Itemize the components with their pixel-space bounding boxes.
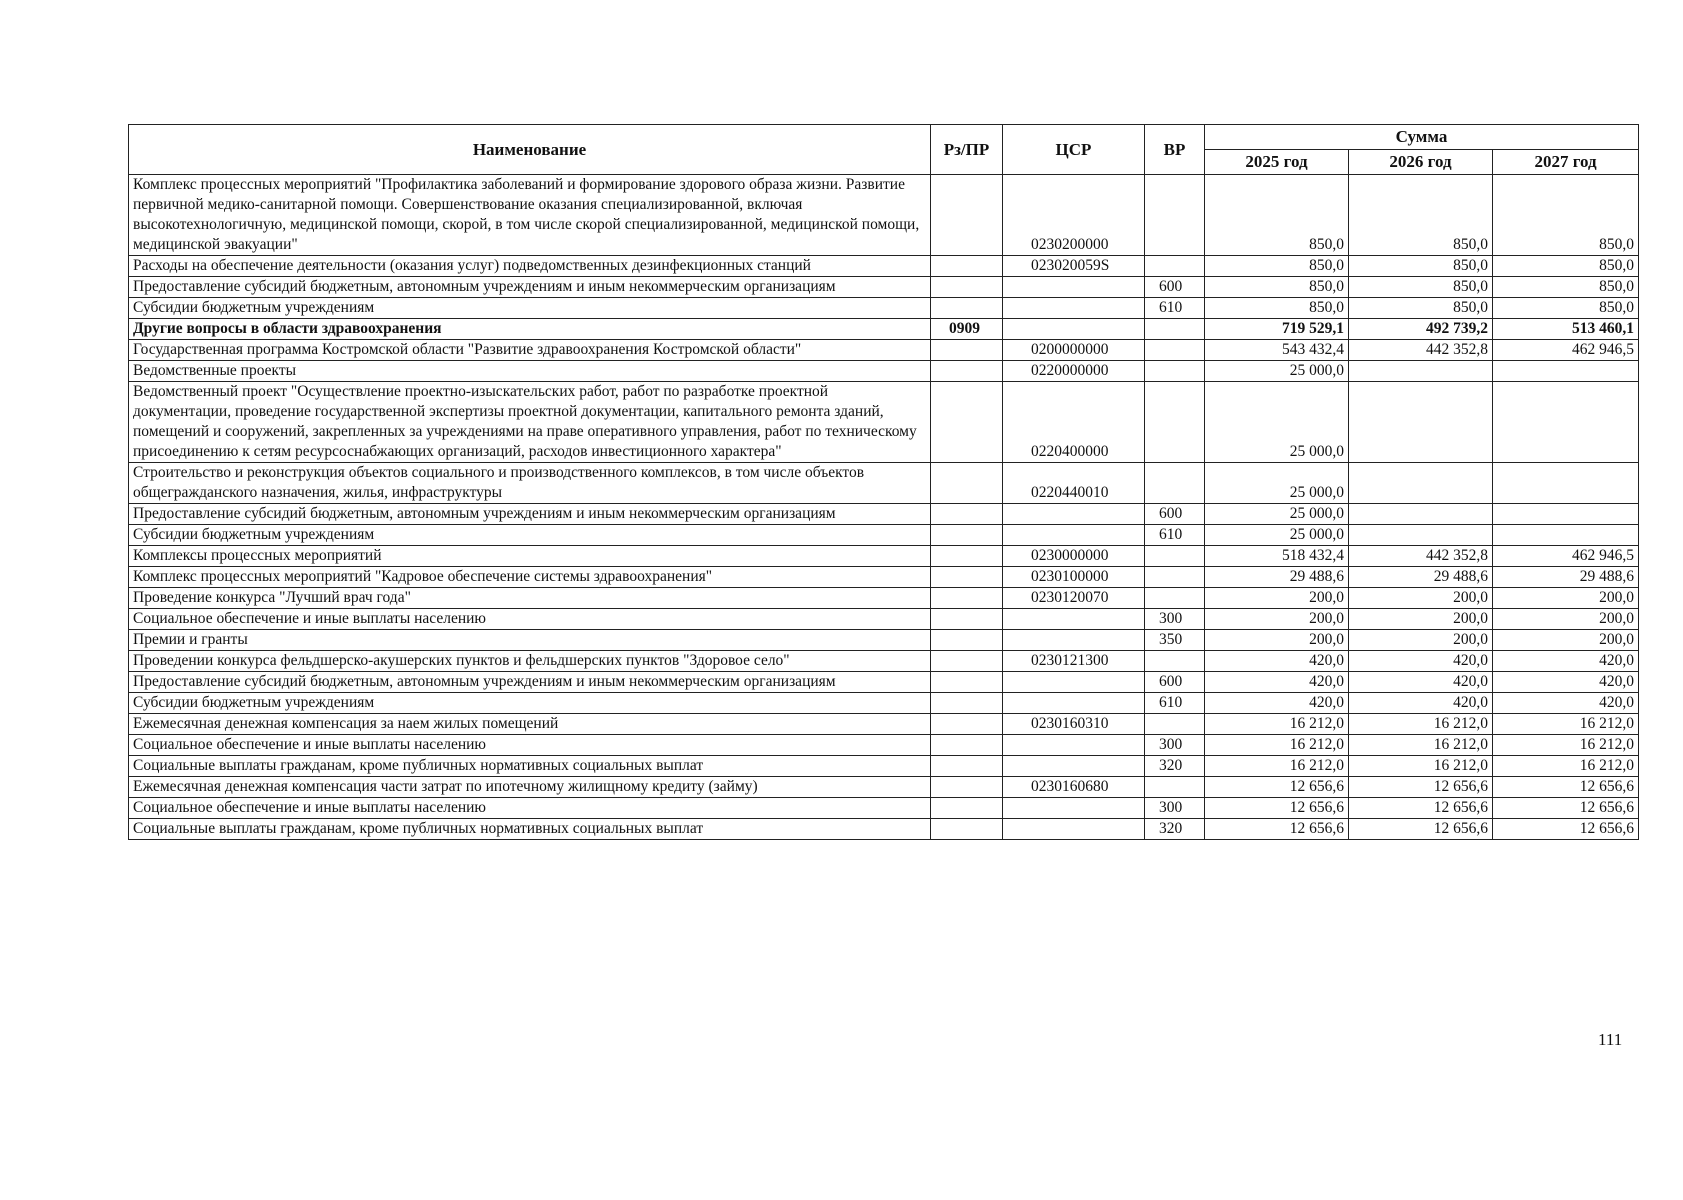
row-csr-cell xyxy=(1003,609,1145,630)
row-2026-cell xyxy=(1349,382,1493,463)
row-csr-cell xyxy=(1003,525,1145,546)
row-name-cell: Ежемесячная денежная компенсация за наем жилых помещений xyxy=(129,714,931,735)
row-rz-cell xyxy=(931,798,1003,819)
row-2026-cell xyxy=(1349,361,1493,382)
row-csr-cell: 0230120070 xyxy=(1003,588,1145,609)
table-row xyxy=(129,525,1639,546)
row-csr-cell xyxy=(1003,630,1145,651)
row-2026-cell: 16 212,0 xyxy=(1349,756,1493,777)
table-row xyxy=(129,319,1639,340)
row-2026-cell: 200,0 xyxy=(1349,588,1493,609)
row-csr-cell: 0220000000 xyxy=(1003,361,1145,382)
row-vr-cell: 300 xyxy=(1145,609,1205,630)
table-row xyxy=(129,361,1639,382)
table-body xyxy=(129,175,1639,840)
row-2025-cell: 200,0 xyxy=(1205,588,1349,609)
row-vr-cell xyxy=(1145,777,1205,798)
row-name-cell: Проведение конкурса "Лучший врач года" xyxy=(129,588,931,609)
table-header xyxy=(129,125,1639,175)
row-2026-cell: 850,0 xyxy=(1349,277,1493,298)
row-2025-cell: 420,0 xyxy=(1205,672,1349,693)
row-vr-cell xyxy=(1145,588,1205,609)
row-rz-cell xyxy=(931,525,1003,546)
row-2026-cell: 12 656,6 xyxy=(1349,819,1493,840)
row-vr-cell: 610 xyxy=(1145,298,1205,319)
row-2025-cell: 850,0 xyxy=(1205,298,1349,319)
row-name-cell: Строительство и реконструкция объектов социального и производственного комплексов, в том числе объектов общегражданского назначения, жилья, инфраструктуры xyxy=(129,463,931,504)
row-2025-cell: 518 432,4 xyxy=(1205,546,1349,567)
row-name-cell: Социальное обеспечение и иные выплаты населению xyxy=(129,798,931,819)
row-2025-cell: 420,0 xyxy=(1205,651,1349,672)
header-year-2025: 2025 год xyxy=(1205,150,1349,175)
table-row xyxy=(129,798,1639,819)
row-2027-cell: 200,0 xyxy=(1493,609,1639,630)
row-2025-cell: 12 656,6 xyxy=(1205,798,1349,819)
row-2026-cell: 420,0 xyxy=(1349,651,1493,672)
row-2027-cell: 12 656,6 xyxy=(1493,819,1639,840)
row-2025-cell: 25 000,0 xyxy=(1205,463,1349,504)
row-rz-cell xyxy=(931,298,1003,319)
row-csr-cell xyxy=(1003,504,1145,525)
row-2025-cell: 25 000,0 xyxy=(1205,504,1349,525)
row-2025-cell: 25 000,0 xyxy=(1205,382,1349,463)
row-2025-cell: 850,0 xyxy=(1205,175,1349,256)
row-name-cell: Предоставление субсидий бюджетным, автономным учреждениям и иным некоммерческим организациям xyxy=(129,504,931,525)
row-vr-cell: 600 xyxy=(1145,277,1205,298)
row-csr-cell: 0230000000 xyxy=(1003,546,1145,567)
row-rz-cell xyxy=(931,651,1003,672)
row-name-cell: Ведомственный проект "Осуществление проектно-изыскательских работ, работ по разработке проектной документации, проведение государственной экспертизы проектной документации, капитального ремонта зданий, помещений и сооружений, закрепленных за учреждениями на праве оперативного управления, работ по техническому присоединению к сетям ресурсоснабжающих организаций, расходов инвестиционного характера" xyxy=(129,382,931,463)
table-row xyxy=(129,340,1639,361)
row-name-cell: Комплексы процессных мероприятий xyxy=(129,546,931,567)
row-2026-cell: 200,0 xyxy=(1349,630,1493,651)
row-vr-cell xyxy=(1145,651,1205,672)
table-row xyxy=(129,777,1639,798)
row-rz-cell xyxy=(931,504,1003,525)
row-2025-cell: 12 656,6 xyxy=(1205,819,1349,840)
row-name-cell: Предоставление субсидий бюджетным, автономным учреждениям и иным некоммерческим организациям xyxy=(129,672,931,693)
row-csr-cell: 0220440010 xyxy=(1003,463,1145,504)
table-row xyxy=(129,382,1639,463)
table-row xyxy=(129,567,1639,588)
row-csr-cell xyxy=(1003,756,1145,777)
row-rz-cell xyxy=(931,609,1003,630)
row-csr-cell: 0230100000 xyxy=(1003,567,1145,588)
row-vr-cell: 350 xyxy=(1145,630,1205,651)
table-row xyxy=(129,672,1639,693)
row-vr-cell: 600 xyxy=(1145,672,1205,693)
row-vr-cell xyxy=(1145,319,1205,340)
table-row xyxy=(129,256,1639,277)
header-year-2026: 2026 год xyxy=(1349,150,1493,175)
row-rz-cell xyxy=(931,777,1003,798)
row-2027-cell: 850,0 xyxy=(1493,175,1639,256)
table-row xyxy=(129,609,1639,630)
row-vr-cell xyxy=(1145,256,1205,277)
row-name-cell: Ежемесячная денежная компенсация части затрат по ипотечному жилищному кредиту (займу) xyxy=(129,777,931,798)
row-2026-cell: 442 352,8 xyxy=(1349,546,1493,567)
row-2025-cell: 25 000,0 xyxy=(1205,525,1349,546)
row-2026-cell: 850,0 xyxy=(1349,298,1493,319)
row-rz-cell xyxy=(931,256,1003,277)
row-csr-cell: 0220400000 xyxy=(1003,382,1145,463)
row-rz-cell xyxy=(931,382,1003,463)
row-vr-cell: 320 xyxy=(1145,756,1205,777)
row-2025-cell: 850,0 xyxy=(1205,277,1349,298)
row-rz-cell xyxy=(931,463,1003,504)
header-name: Наименование xyxy=(129,125,931,175)
row-2027-cell: 850,0 xyxy=(1493,256,1639,277)
table-row xyxy=(129,630,1639,651)
row-2026-cell: 12 656,6 xyxy=(1349,777,1493,798)
row-name-cell: Комплекс процессных мероприятий "Кадровое обеспечение системы здравоохранения" xyxy=(129,567,931,588)
row-rz-cell xyxy=(931,672,1003,693)
row-csr-cell: 0200000000 xyxy=(1003,340,1145,361)
table-row xyxy=(129,588,1639,609)
row-csr-cell xyxy=(1003,735,1145,756)
table-row xyxy=(129,175,1639,256)
row-2027-cell: 200,0 xyxy=(1493,588,1639,609)
row-2025-cell: 200,0 xyxy=(1205,630,1349,651)
row-2027-cell: 420,0 xyxy=(1493,693,1639,714)
table-row xyxy=(129,504,1639,525)
row-csr-cell xyxy=(1003,819,1145,840)
row-csr-cell: 023020059S xyxy=(1003,256,1145,277)
row-2026-cell: 850,0 xyxy=(1349,175,1493,256)
row-vr-cell: 610 xyxy=(1145,525,1205,546)
row-name-cell: Социальное обеспечение и иные выплаты населению xyxy=(129,609,931,630)
row-rz-cell xyxy=(931,756,1003,777)
row-name-cell: Субсидии бюджетным учреждениям xyxy=(129,693,931,714)
row-2026-cell xyxy=(1349,504,1493,525)
row-name-cell: Субсидии бюджетным учреждениям xyxy=(129,525,931,546)
row-name-cell: Субсидии бюджетным учреждениям xyxy=(129,298,931,319)
row-2025-cell: 16 212,0 xyxy=(1205,756,1349,777)
row-vr-cell xyxy=(1145,546,1205,567)
row-name-cell: Проведении конкурса фельдшерско-акушерских пунктов и фельдшерских пунктов "Здоровое село" xyxy=(129,651,931,672)
row-rz-cell xyxy=(931,693,1003,714)
row-name-cell: Другие вопросы в области здравоохранения xyxy=(129,319,931,340)
row-csr-cell: 0230121300 xyxy=(1003,651,1145,672)
row-csr-cell xyxy=(1003,693,1145,714)
table-row xyxy=(129,693,1639,714)
row-csr-cell xyxy=(1003,298,1145,319)
table-row xyxy=(129,277,1639,298)
row-2026-cell: 29 488,6 xyxy=(1349,567,1493,588)
row-csr-cell xyxy=(1003,319,1145,340)
row-vr-cell: 300 xyxy=(1145,735,1205,756)
row-2025-cell: 16 212,0 xyxy=(1205,735,1349,756)
table-row xyxy=(129,298,1639,319)
row-rz-cell xyxy=(931,819,1003,840)
row-2026-cell: 200,0 xyxy=(1349,609,1493,630)
row-2025-cell: 16 212,0 xyxy=(1205,714,1349,735)
row-rz-cell xyxy=(931,630,1003,651)
row-rz-cell xyxy=(931,277,1003,298)
row-2026-cell: 16 212,0 xyxy=(1349,735,1493,756)
row-2026-cell xyxy=(1349,463,1493,504)
row-2025-cell: 719 529,1 xyxy=(1205,319,1349,340)
row-csr-cell: 0230160310 xyxy=(1003,714,1145,735)
row-csr-cell xyxy=(1003,798,1145,819)
row-rz-cell xyxy=(931,567,1003,588)
table-row xyxy=(129,463,1639,504)
row-2027-cell: 462 946,5 xyxy=(1493,340,1639,361)
table-row xyxy=(129,546,1639,567)
row-vr-cell xyxy=(1145,714,1205,735)
row-2025-cell: 29 488,6 xyxy=(1205,567,1349,588)
row-name-cell: Ведомственные проекты xyxy=(129,361,931,382)
row-2027-cell xyxy=(1493,361,1639,382)
row-name-cell: Премии и гранты xyxy=(129,630,931,651)
row-2027-cell: 420,0 xyxy=(1493,672,1639,693)
row-2027-cell xyxy=(1493,525,1639,546)
row-name-cell: Социальные выплаты гражданам, кроме публичных нормативных социальных выплат xyxy=(129,756,931,777)
row-vr-cell xyxy=(1145,361,1205,382)
row-2027-cell: 850,0 xyxy=(1493,277,1639,298)
row-2026-cell: 420,0 xyxy=(1349,672,1493,693)
row-vr-cell: 610 xyxy=(1145,693,1205,714)
row-name-cell: Комплекс процессных мероприятий "Профилактика заболеваний и формирование здорового образа жизни. Развитие первичной медико-санитарной помощи. Совершенствование оказания специализированной, включая высокотехнологичную, медицинской помощи, скорой, в том числе скорой специализированной, медицинской помощи, медицинской эвакуации" xyxy=(129,175,931,256)
row-csr-cell xyxy=(1003,277,1145,298)
row-2025-cell: 543 432,4 xyxy=(1205,340,1349,361)
row-2026-cell xyxy=(1349,525,1493,546)
row-rz-cell xyxy=(931,361,1003,382)
row-2026-cell: 442 352,8 xyxy=(1349,340,1493,361)
row-vr-cell xyxy=(1145,463,1205,504)
row-2027-cell: 420,0 xyxy=(1493,651,1639,672)
row-vr-cell xyxy=(1145,382,1205,463)
row-name-cell: Социальные выплаты гражданам, кроме публичных нормативных социальных выплат xyxy=(129,819,931,840)
row-name-cell: Предоставление субсидий бюджетным, автономным учреждениям и иным некоммерческим организациям xyxy=(129,277,931,298)
table-row xyxy=(129,651,1639,672)
row-csr-cell: 0230160680 xyxy=(1003,777,1145,798)
row-2027-cell xyxy=(1493,382,1639,463)
row-rz-cell xyxy=(931,735,1003,756)
row-2027-cell: 12 656,6 xyxy=(1493,798,1639,819)
row-2025-cell: 25 000,0 xyxy=(1205,361,1349,382)
row-vr-cell: 300 xyxy=(1145,798,1205,819)
row-rz-cell xyxy=(931,340,1003,361)
row-rz-cell: 0909 xyxy=(931,319,1003,340)
row-vr-cell: 600 xyxy=(1145,504,1205,525)
row-rz-cell xyxy=(931,175,1003,256)
row-2027-cell: 462 946,5 xyxy=(1493,546,1639,567)
table-row xyxy=(129,756,1639,777)
header-csr: ЦСР xyxy=(1003,125,1145,175)
row-2025-cell: 12 656,6 xyxy=(1205,777,1349,798)
row-vr-cell: 320 xyxy=(1145,819,1205,840)
row-2026-cell: 492 739,2 xyxy=(1349,319,1493,340)
row-rz-cell xyxy=(931,714,1003,735)
row-2027-cell: 16 212,0 xyxy=(1493,714,1639,735)
page-number: 111 xyxy=(1598,1030,1623,1049)
row-vr-cell xyxy=(1145,175,1205,256)
row-vr-cell xyxy=(1145,567,1205,588)
row-name-cell: Расходы на обеспечение деятельности (оказания услуг) подведомственных дезинфекционных станций xyxy=(129,256,931,277)
row-2027-cell: 29 488,6 xyxy=(1493,567,1639,588)
row-2026-cell: 850,0 xyxy=(1349,256,1493,277)
row-2027-cell xyxy=(1493,504,1639,525)
row-2027-cell: 200,0 xyxy=(1493,630,1639,651)
row-vr-cell xyxy=(1145,340,1205,361)
row-2027-cell: 513 460,1 xyxy=(1493,319,1639,340)
header-year-2027: 2027 год xyxy=(1493,150,1639,175)
row-2027-cell: 12 656,6 xyxy=(1493,777,1639,798)
row-2026-cell: 12 656,6 xyxy=(1349,798,1493,819)
row-2025-cell: 420,0 xyxy=(1205,693,1349,714)
row-2027-cell xyxy=(1493,463,1639,504)
table-row xyxy=(129,819,1639,840)
row-2027-cell: 850,0 xyxy=(1493,298,1639,319)
row-name-cell: Социальное обеспечение и иные выплаты населению xyxy=(129,735,931,756)
row-2026-cell: 420,0 xyxy=(1349,693,1493,714)
row-2025-cell: 200,0 xyxy=(1205,609,1349,630)
header-sum: Сумма xyxy=(1205,125,1639,150)
row-csr-cell xyxy=(1003,672,1145,693)
row-name-cell: Государственная программа Костромской области "Развитие здравоохранения Костромской области" xyxy=(129,340,931,361)
row-csr-cell: 0230200000 xyxy=(1003,175,1145,256)
header-vr: ВР xyxy=(1145,125,1205,175)
row-2026-cell: 16 212,0 xyxy=(1349,714,1493,735)
table-row xyxy=(129,735,1639,756)
header-rz: Рз/ПР xyxy=(931,125,1003,175)
row-2027-cell: 16 212,0 xyxy=(1493,735,1639,756)
row-rz-cell xyxy=(931,546,1003,567)
table-row xyxy=(129,714,1639,735)
row-2025-cell: 850,0 xyxy=(1205,256,1349,277)
budget-table xyxy=(128,124,1639,840)
row-2027-cell: 16 212,0 xyxy=(1493,756,1639,777)
row-rz-cell xyxy=(931,588,1003,609)
